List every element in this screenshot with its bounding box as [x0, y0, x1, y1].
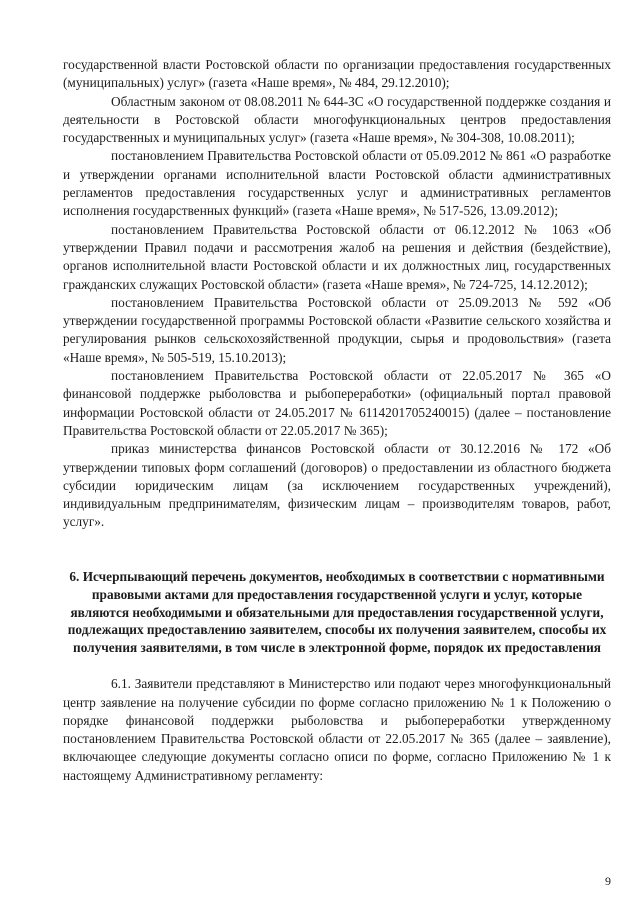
paragraph-resolution-592: постановлением Правительства Ростовской области от 25.09.2013 № 592 «Об утверждении государственной программы Ростовской области «Развитие сельского хозяйства и регулирования рынков сельскохозяйственной продукции, сырья и продовольствия» (газета «Наше время», № 505-519, 15.10.2013); — [63, 294, 611, 365]
spacer — [63, 550, 611, 568]
spacer — [63, 532, 611, 550]
paragraph-regional-law: Областным законом от 08.08.2011 № 644-ЗС «О государственной поддержке создания и деятельности в Ростовской области многофункциональных центров предоставления государственных и муниципальных услуг» (газета «Наше время», № 304-308, 10.08.2011); — [63, 93, 611, 146]
spacer — [63, 657, 611, 675]
page-number: 9 — [605, 874, 611, 888]
paragraph-6-1: 6.1. Заявители представляют в Министерство или подают через многофункциональный центр заявление на получение субсидии по форме согласно приложению № 1 к Положению о порядке финансовой поддержки рыболовства и рыбопереработки утвержденному постановлением Правительства Ростовской области от 22.05.2017 № 365 (далее – заявление), включающее следующие документы согласно описи по форме, согласно Приложению № 1 к настоящему Административному регламенту: — [63, 676, 611, 783]
document-page — [63, 56, 611, 785]
paragraph-resolution-1063: постановлением Правительства Ростовской области от 06.12.2012 № 1063 «Об утверждении Правил подачи и рассмотрения жалоб на решения и действия (бездействие), органов исполнительной власти Ростовской области и их должностных лиц, государственных гражданских служащих Ростовской области» (газета «Наше время», № 724-725, 14.12.2012); — [63, 221, 611, 292]
paragraph-resolution-365: постановлением Правительства Ростовской области от 22.05.2017 № 365 «О финансовой поддержке рыболовства и рыбопереработки» (официальный портал правовой информации Ростовской области от 24.05.2017 № 6114201705240015) (далее – постановление Правительства Ростовской области от 22.05.2017 № 365); — [63, 368, 611, 438]
section-heading: 6. Исчерпывающий перечень документов, необходимых в соответствии с нормативными правовыми актами для предоставления государственной услуги и услуг, которые являются необходимыми и обязательными для предоставления государственной услуги, подлежащих предоставлению заявителем, способы их получения заявителем, способы их получения заявителями, в том числе в электронной форме, порядок их предоставления — [67, 568, 607, 656]
paragraph-continuation: государственной власти Ростовской области по организации предоставления государственных (муниципальных) услуг» (газета «Наше время», № 484, 29.12.2010); — [63, 57, 611, 91]
paragraph-resolution-861: постановлением Правительства Ростовской области от 05.09.2012 № 861 «О разработке и утверждении органами исполнительной власти Ростовской области административных регламентов предоставления государственных услуг и административных регламентов исполнения государственных функций» (газета «Наше время», № 517-526, 13.09.2012); — [63, 148, 611, 219]
paragraph-order-172: приказ министерства финансов Ростовской области от 30.12.2016 № 172 «Об утверждении типовых форм соглашений (договоров) о предоставлении из областного бюджета субсидии юридическим лицам (за исключением государственных учреждений), индивидуальным предпринимателям, физическим лицам – производителям товаров, работ, услуг». — [63, 441, 611, 530]
